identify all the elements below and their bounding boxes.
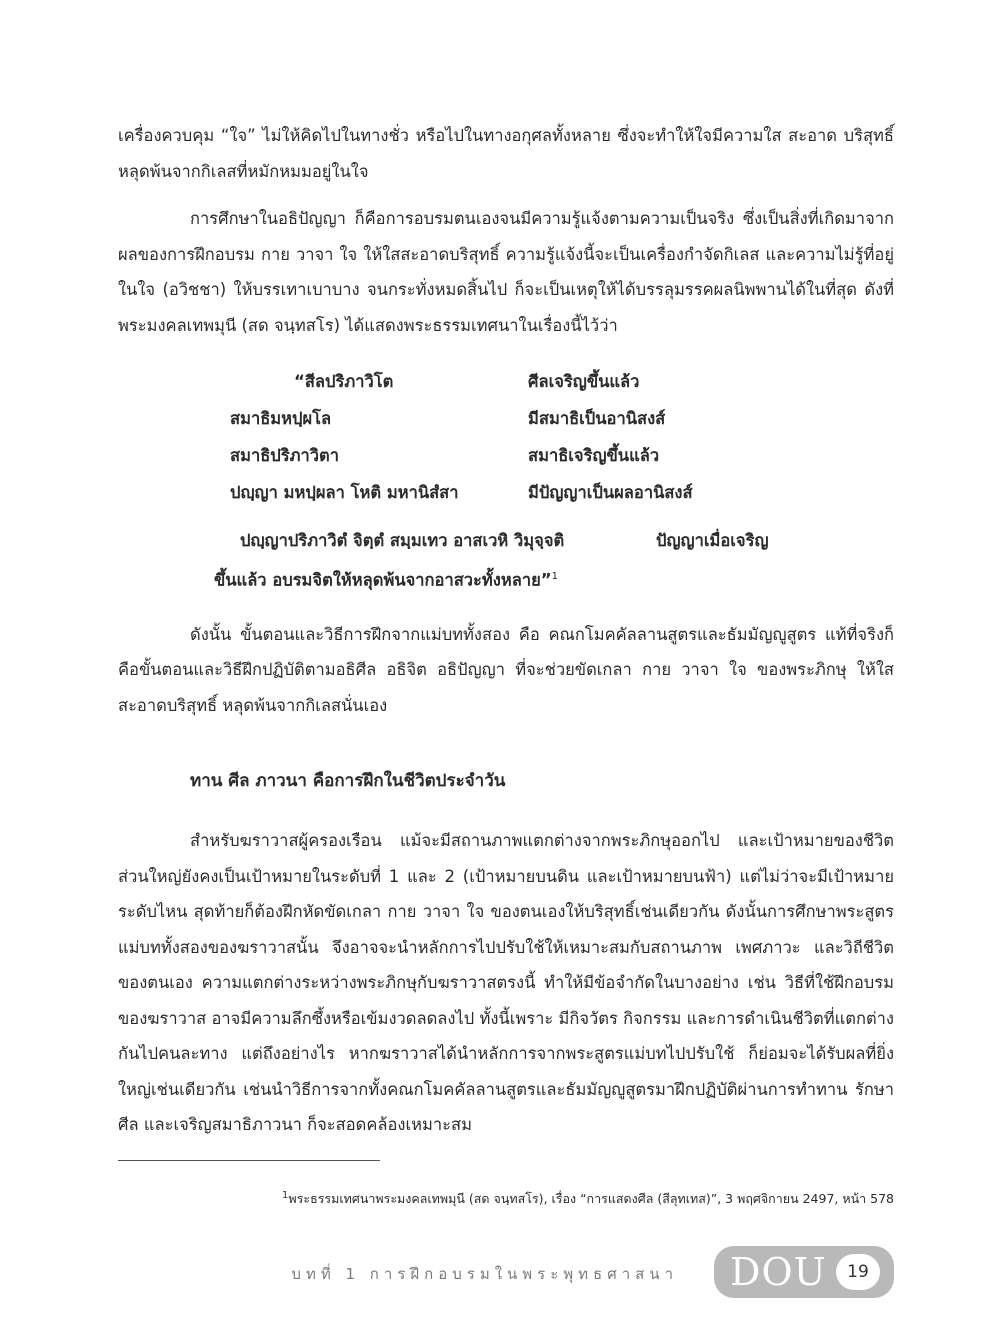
footnote-mark: 1 bbox=[282, 1190, 289, 1201]
verse-pali: สมาธิมหปฺผโล bbox=[230, 409, 332, 428]
verse-pali: สมาธิปริภาวิตา bbox=[230, 446, 340, 465]
paragraph-2: การศึกษาในอธิปัญญา ก็คือการอบรมตนเองจนมีความรู้แจ้งตามความเป็นจริง ซึ่งเป็นสิ่งที่เกิดมาจากผลของการฝึกอบรม กาย วาจา ใจ ให้ใสสะอาดบริสุทธิ์ ความรู้แจ้งนี้จะเป็นเครื่องกำจัดกิเลส และความไม่รู้ที่อยู่ในใจ (อวิชชา) ให้บรรเทาเบาบาง จนกระทั่งหมดสิ้นไป ก็จะเป็นเหตุให้ได้บรรลุมรรคผลนิพพานได้ในที่สุด ดังที่พระมงคลเทพมุนี (สด จนฺทสโร) ได้แสดงพระธรรมเทศนาในเรื่องนี้ไว้ว่า bbox=[118, 209, 894, 335]
footnote-text: พระธรรมเทศนาพระมงคลเทพมุนี (สด จนฺทสโร), เรื่อง “การแสดงศีล (สีลุทเทส)”, 3 พฤศจิกายน 2497, หน้า 578 bbox=[288, 1191, 894, 1207]
verse-pali: ปญฺญา มหปฺผลา โหติ มหานิสํสา bbox=[230, 483, 459, 502]
verse-tail bbox=[118, 523, 894, 599]
verse-thai: สมาธิเจริญขึ้นแล้ว bbox=[528, 446, 660, 465]
verse-tail-thai: ปัญญาเมื่อเจริญ bbox=[656, 531, 769, 550]
verse-pali: “สีลปริภาวิโต bbox=[294, 372, 394, 391]
verse-thai: มีปัญญาเป็นผลอานิสงส์ bbox=[528, 483, 693, 502]
verse-thai: มีสมาธิเป็นอานิสงส์ bbox=[528, 409, 666, 428]
dou-logo-badge bbox=[714, 1246, 894, 1298]
section-heading: ทาน ศีล ภาวนา คือการฝึกในชีวิตประจำวัน bbox=[190, 771, 506, 791]
verse-row bbox=[230, 400, 894, 437]
verse-row bbox=[230, 363, 894, 400]
page-footer bbox=[0, 1246, 1000, 1300]
verse-row bbox=[230, 474, 894, 511]
footnote-reference[interactable]: 1 bbox=[551, 571, 558, 582]
page-body bbox=[118, 118, 894, 1143]
dou-logo: DOU bbox=[730, 1250, 827, 1294]
paragraph-4: สำหรับฆราวาสผู้ครองเรือน แม้จะมีสถานภาพแตกต่างจากพระภิกษุออกไป และเป้าหมายของชีวิตส่วนใหญ่ยังคงเป็นเป้าหมายในระดับที่ 1 และ 2 (เป้าหมายบนดิน และเป้าหมายบนฟ้า) แต่ไม่ว่าจะมีเป้าหมายระดับไหน สุดท้ายก็ต้องฝึกหัดขัดเกลา กาย วาจา ใจ ของตนเองให้บริสุทธิ์เช่นเดียวกัน ดังนั้นการศึกษาพระสูตรแม่บททั้งสองของฆราวาสนั้น จึงอาจจะนำหลักการไปปรับใช้ให้เหมาะสมกับสถานภาพ เพศภาวะ และวิถีชีวิตของตนเอง ความแตกต่างระหว่างพระภิกษุกับฆราวาสตรงนี้ ทำให้มีข้อจำกัดในบางอย่าง เช่น วิธีที่ใช้ฝึกอบรมของฆราวาส อาจมีความลึกซึ้งหรือเข้มงวดลดลงไป ทั้งนี้เพราะ มีกิจวัตร กิจกรรม และการดำเนินชีวิตที่แตกต่างกันไปคนละทาง แต่ถึงอย่างไร หากฆราวาสได้นำหลักการจากพระสูตรแม่บทไปปรับใช้ ก็ย่อมจะได้รับผลที่ยิ่งใหญ่เช่นเดียวกัน เช่นนำวิธีการจากทั้งคณกโมคคัลลานสูตรและธัมมัญญูสูตรมาฝึกปฏิบัติผ่านการทำทาน รักษาศีล และเจริญสมาธิภาวนา ก็จะสอดคล้องเหมาะสม bbox=[118, 831, 894, 1134]
verse-block bbox=[230, 363, 894, 511]
verse-tail-pali: ปญฺญาปริภาวิตํ จิตฺตํ สมฺมเทว อาสเวหิ วิมุจฺจติ bbox=[240, 531, 565, 550]
paragraph-1: เครื่องควบคุม “ใจ” ไม่ให้คิดไปในทางชั่ว หรือไปในทางอกุศลทั้งหลาย ซึ่งจะทำให้ใจมีความใส สะอาด บริสุทธิ์ หลุดพ้นจากกิเลสที่หมักหมมอยู่ในใจ bbox=[118, 126, 894, 181]
footnote bbox=[118, 1186, 894, 1209]
verse-tail-line-1 bbox=[118, 523, 894, 559]
verse-tail-line-2 bbox=[118, 559, 894, 599]
verse-thai: ศีลเจริญขึ้นแล้ว bbox=[528, 372, 640, 391]
chapter-title: บทที่ 1 การฝึกอบรมในพระพุทธศาสนา bbox=[291, 1265, 678, 1283]
page-number: 19 bbox=[836, 1254, 880, 1290]
verse-tail-thai-cont: ขึ้นแล้ว อบรมจิตให้หลุดพ้นจากอาสวะทั้งหลาย” bbox=[214, 570, 552, 590]
footnote-divider bbox=[118, 1160, 380, 1161]
paragraph-3: ดังนั้น ขั้นตอนและวิธีการฝึกจากแม่บททั้งสอง คือ คณกโมคคัลลานสูตรและธัมมัญญูสูตร แท้ที่จริงก็คือขั้นตอนและวิธีฝึกปฏิบัติตามอธิศีล อธิจิต อธิปัญญา ที่จะช่วยขัดเกลา กาย วาจา ใจ ของพระภิกษุ ให้ใสสะอาดบริสุทธิ์ หลุดพ้นจากกิเลสนั่นเอง bbox=[118, 624, 894, 715]
verse-row bbox=[230, 437, 894, 474]
